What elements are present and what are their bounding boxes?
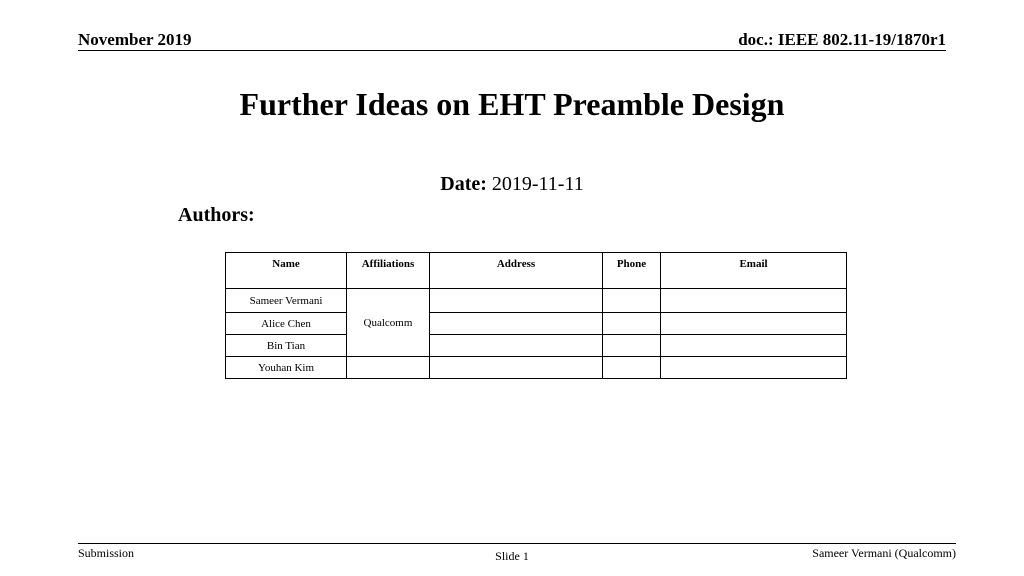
author-address	[430, 357, 603, 379]
column-header-phone: Phone	[603, 253, 661, 289]
author-name: Bin Tian	[226, 335, 347, 357]
authors-table	[225, 252, 847, 379]
column-header-address: Address	[430, 253, 603, 289]
author-address	[430, 313, 603, 335]
author-email	[661, 335, 847, 357]
footer-rule	[78, 543, 956, 544]
header-rule	[78, 50, 946, 51]
date-label: Date:	[440, 173, 487, 195]
footer-author: Sameer Vermani (Qualcomm)	[812, 546, 956, 560]
table-row	[226, 335, 847, 357]
column-header-email: Email	[661, 253, 847, 289]
table-row	[226, 313, 847, 335]
author-address	[430, 289, 603, 313]
table-row	[226, 357, 847, 379]
author-email	[661, 357, 847, 379]
date-value: 2019-11-11	[491, 173, 584, 195]
column-header-name: Name	[226, 253, 347, 289]
header-doc-id: doc.: IEEE 802.11-19/1870r1	[738, 30, 946, 49]
author-phone	[603, 313, 661, 335]
author-address	[430, 335, 603, 357]
author-email	[661, 289, 847, 313]
table-row	[226, 289, 847, 313]
author-phone	[603, 335, 661, 357]
author-email	[661, 313, 847, 335]
authors-label: Authors:	[178, 204, 255, 226]
author-phone	[603, 289, 661, 313]
header-date: November 2019	[78, 30, 192, 49]
author-affiliation-empty	[347, 357, 430, 379]
date-line	[0, 172, 1024, 196]
slide-title: Further Ideas on EHT Preamble Design	[239, 86, 785, 122]
table-header-row	[226, 253, 847, 289]
column-header-affiliations: Affiliations	[347, 253, 430, 289]
author-affiliation: Qualcomm	[347, 289, 430, 357]
footer-slide-number: Slide 1	[495, 549, 529, 563]
author-name: Alice Chen	[226, 313, 347, 335]
author-name: Youhan Kim	[226, 357, 347, 379]
author-phone	[603, 357, 661, 379]
footer-submission: Submission	[78, 546, 135, 560]
author-name: Sameer Vermani	[226, 289, 347, 313]
